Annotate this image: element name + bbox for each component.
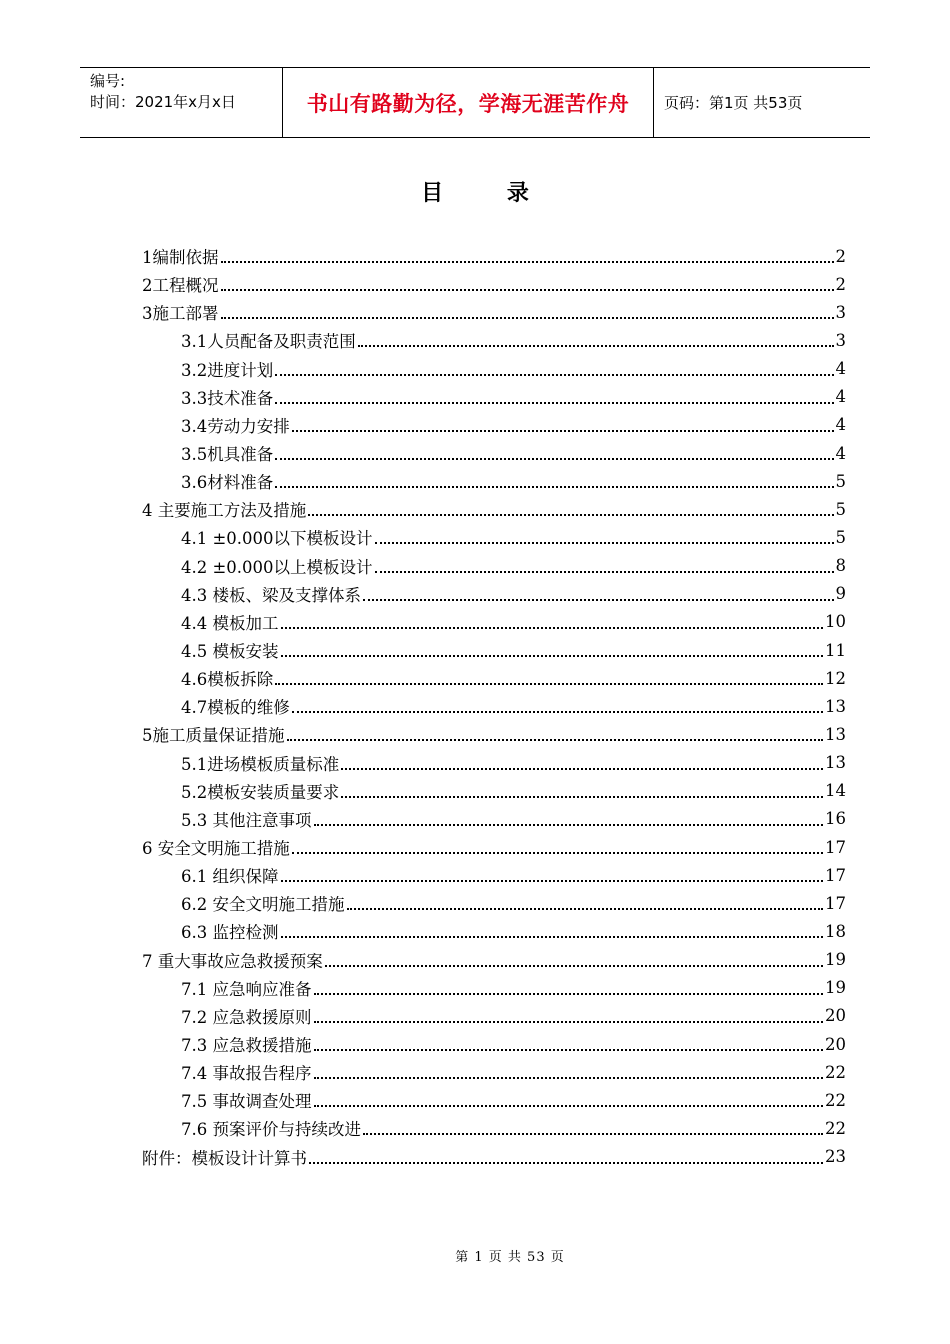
toc-entry-label: 3.4劳动力安排 (181, 416, 290, 436)
toc-leader-dots (363, 599, 834, 601)
toc-entry-label: 7.6 预案评价与持续改进 (181, 1120, 361, 1140)
document-header (80, 67, 870, 138)
toc-leader-dots (375, 542, 834, 544)
toc-entry-label: 4.7模板的维修 (181, 698, 290, 718)
header-motto: 书山有路勤为径，学海无涯苦作舟 (283, 68, 654, 137)
toc-entry-page: 17 (825, 865, 846, 885)
toc-entry-label: 2工程概况 (142, 276, 219, 296)
toc-leader-dots (363, 1133, 823, 1135)
toc-entry-page: 5 (835, 499, 846, 519)
toc-leader-dots (275, 402, 833, 404)
toc-entry-label: 4 主要施工方法及措施 (142, 501, 307, 521)
toc-entry-page: 2 (835, 246, 846, 266)
toc-leader-dots (309, 1162, 823, 1164)
time-label: 时间：2021年x月x日 (90, 93, 236, 111)
toc-entry[interactable] (142, 805, 846, 833)
toc-entry-label: 5施工质量保证措施 (142, 726, 285, 746)
toc-entry-page: 5 (835, 471, 846, 491)
toc-leader-dots (275, 683, 823, 685)
toc-entry-page: 23 (825, 1147, 846, 1167)
toc-leader-dots (275, 374, 833, 376)
toc-entry-label: 4.6模板拆除 (181, 670, 274, 690)
toc-entry-page: 19 (825, 950, 846, 970)
toc-leader-dots (314, 1021, 824, 1023)
toc-entry[interactable] (142, 270, 846, 298)
toc-entry[interactable] (142, 355, 846, 383)
toc-leader-dots (281, 655, 824, 657)
toc-leader-dots (341, 796, 823, 798)
toc-entry[interactable] (142, 749, 846, 777)
toc-entry-page: 4 (835, 443, 846, 463)
toc-title: 目 录 (421, 180, 557, 206)
toc-entry-label: 4.4 模板加工 (181, 613, 279, 633)
toc-entry[interactable] (142, 523, 846, 551)
toc-entry-page: 3 (835, 330, 846, 350)
toc-entry-label: 3.6材料准备 (181, 473, 274, 493)
toc-entry[interactable] (142, 1002, 846, 1030)
toc-entry[interactable] (142, 720, 846, 748)
toc-entry[interactable] (142, 552, 846, 580)
toc-leader-dots (314, 824, 824, 826)
toc-entry-label: 7.3 应急救援措施 (181, 1036, 312, 1055)
toc-leader-dots (314, 1105, 824, 1107)
toc-entry[interactable] (142, 636, 846, 664)
toc-entry-page: 9 (835, 584, 846, 604)
toc-entry-page: 19 (825, 978, 846, 998)
toc-entry-label: 7 重大事故应急救援预案 (142, 951, 323, 971)
toc-entry-page: 4 (835, 387, 846, 407)
toc-entry[interactable] (142, 608, 846, 636)
toc-entry[interactable] (142, 889, 846, 917)
number-label: 编号: (90, 72, 126, 90)
toc-entry-label: 6.1 组织保障 (181, 867, 279, 887)
toc-leader-dots (347, 908, 824, 910)
toc-leader-dots (221, 261, 834, 263)
toc-entry[interactable] (142, 495, 846, 523)
toc-leader-dots (314, 1049, 824, 1051)
toc-entry-page: 18 (825, 921, 846, 941)
toc-entry[interactable] (142, 974, 846, 1002)
header-meta-cell (80, 68, 283, 137)
toc-entry-page: 22 (825, 1090, 846, 1110)
toc-entry-page: 17 (825, 837, 846, 857)
toc-leader-dots (314, 993, 824, 995)
toc-entry-page: 22 (825, 1062, 846, 1082)
toc-entry-page: 10 (825, 612, 846, 632)
toc-entry[interactable] (142, 1143, 846, 1171)
toc-leader-dots (281, 627, 824, 629)
toc-entry-label: 1编制依据 (142, 248, 219, 268)
toc-entry[interactable] (142, 946, 846, 974)
toc-entry-page: 16 (825, 809, 846, 829)
toc-entry[interactable] (142, 777, 846, 805)
toc-entry-page: 5 (835, 527, 846, 547)
header-page-info: 页码：第1页 共53页 (664, 94, 803, 112)
toc-entry[interactable] (142, 664, 846, 692)
toc-entry-label: 7.1 应急响应准备 (181, 979, 312, 999)
toc-entry[interactable] (142, 242, 846, 270)
toc-entry-label: 4.1 ±0.000以下模板设计 (181, 529, 373, 549)
toc-leader-dots (221, 317, 834, 319)
toc-entry-label: 7.4 事故报告程序 (181, 1064, 312, 1084)
toc-entry-page: 20 (825, 1034, 846, 1054)
toc-entry[interactable] (142, 1114, 846, 1142)
toc-entry-page: 4 (835, 415, 846, 435)
toc-entry-label: 附件：模板设计计算书 (142, 1148, 307, 1168)
toc-entry-label: 4.2 ±0.000以上模板设计 (181, 557, 373, 577)
toc-entry-label: 5.1进场模板质量标准 (181, 754, 340, 774)
toc-entry[interactable] (142, 411, 846, 439)
toc-leader-dots (341, 768, 823, 770)
toc-entry-page: 13 (825, 753, 846, 773)
toc-leader-dots (292, 711, 823, 713)
toc-entry[interactable] (142, 861, 846, 889)
toc-entry[interactable] (142, 1086, 846, 1114)
toc-entry-page: 3 (835, 302, 846, 322)
toc-leader-dots (314, 1077, 824, 1079)
toc-entry-page: 11 (825, 640, 846, 660)
toc-leader-dots (292, 852, 823, 854)
toc-entry[interactable] (142, 326, 846, 354)
toc-leader-dots (325, 965, 823, 967)
toc-entry[interactable] (142, 439, 846, 467)
toc-leader-dots (292, 430, 834, 432)
toc-entry-page: 4 (835, 359, 846, 379)
toc-entry-label: 6.2 安全文明施工措施 (181, 895, 345, 915)
toc-leader-dots (375, 571, 834, 573)
toc-entry-label: 4.3 楼板、梁及支撑体系 (181, 585, 361, 605)
toc-entry-label: 6.3 监控检测 (181, 923, 279, 943)
toc-entry-label: 3.1人员配备及职责范围 (181, 332, 356, 352)
toc-leader-dots (281, 880, 824, 882)
toc-leader-dots (281, 936, 824, 938)
toc-entry[interactable] (142, 917, 846, 945)
toc-leader-dots (275, 458, 833, 460)
toc-entry-page: 13 (825, 696, 846, 716)
toc-entry-page: 2 (835, 274, 846, 294)
toc-entry-label: 3.2进度计划 (181, 360, 274, 380)
toc-leader-dots (308, 514, 833, 516)
toc-entry-page: 8 (835, 556, 846, 576)
toc-entry-label: 3施工部署 (142, 304, 219, 324)
toc-entry[interactable] (142, 1058, 846, 1086)
toc-entry-label: 5.3 其他注意事项 (181, 810, 312, 830)
toc-entry-page: 22 (825, 1118, 846, 1138)
toc-entry[interactable] (142, 467, 846, 495)
toc-entry-label: 5.2模板安装质量要求 (181, 782, 340, 802)
table-of-contents (142, 242, 846, 1171)
toc-entry[interactable] (142, 1030, 846, 1058)
toc-leader-dots (358, 345, 834, 347)
toc-entry[interactable] (142, 580, 846, 608)
toc-entry-page: 17 (825, 893, 846, 913)
toc-entry-page: 14 (825, 781, 846, 801)
toc-entry[interactable] (142, 298, 846, 326)
toc-leader-dots (287, 739, 824, 741)
toc-entry-page: 20 (825, 1006, 846, 1026)
toc-entry-label: 4.5 模板安装 (181, 642, 279, 662)
toc-entry[interactable] (142, 833, 846, 861)
toc-entry[interactable] (142, 692, 846, 720)
toc-entry-label: 3.5机具准备 (181, 445, 274, 465)
toc-entry-label: 6 安全文明施工措施 (142, 839, 290, 859)
toc-leader-dots (221, 289, 834, 291)
toc-entry-label: 3.3技术准备 (181, 388, 274, 408)
toc-entry-label: 7.2 应急救援原则 (181, 1007, 312, 1027)
toc-entry-label: 7.5 事故调查处理 (181, 1092, 312, 1112)
toc-entry-page: 12 (825, 668, 846, 688)
toc-leader-dots (275, 486, 833, 488)
page-footer: 第 1 页 共 53 页 (455, 1250, 565, 1265)
toc-entry-page: 13 (825, 724, 846, 744)
toc-entry[interactable] (142, 383, 846, 411)
